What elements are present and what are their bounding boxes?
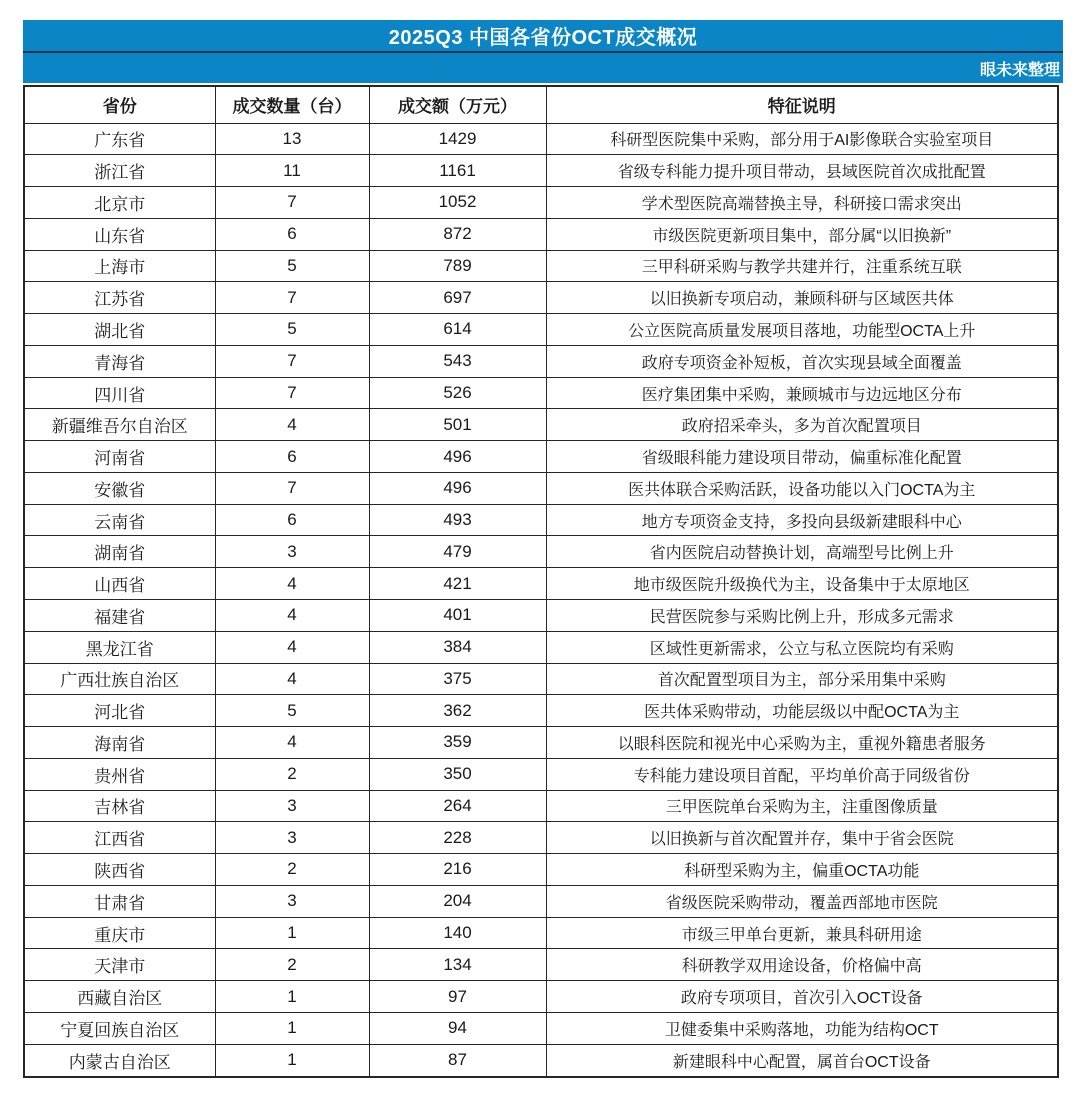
province-cell: 福建省: [24, 599, 215, 631]
table-row: [24, 536, 1058, 568]
note-cell: 省级眼科能力建设项目带动，偏重标准化配置: [546, 441, 1058, 473]
province-cell: 北京市: [24, 187, 215, 219]
note-cell: 政府专项项目，首次引入OCT设备: [546, 981, 1058, 1013]
province-cell: 黑龙江省: [24, 631, 215, 663]
amount-cell: 1161: [369, 155, 546, 187]
note-cell: 学术型医院高端替换主导，科研接口需求突出: [546, 187, 1058, 219]
note-cell: 公立医院高质量发展项目落地，功能型OCTA上升: [546, 314, 1058, 346]
province-cell: 新疆维吾尔自治区: [24, 409, 215, 441]
amount-cell: 789: [369, 250, 546, 282]
amount-cell: 493: [369, 504, 546, 536]
province-cell: 天津市: [24, 949, 215, 981]
units-cell: 6: [215, 441, 369, 473]
note-cell: 科研型医院集中采购，部分用于AI影像联合实验室项目: [546, 123, 1058, 155]
amount-cell: 97: [369, 981, 546, 1013]
units-cell: 4: [215, 409, 369, 441]
units-cell: 6: [215, 504, 369, 536]
note-cell: 以旧换新与首次配置并存，集中于省会医院: [546, 822, 1058, 854]
note-cell: 以旧换新专项启动，兼顾科研与区域医共体: [546, 282, 1058, 314]
note-cell: 省级医院采购带动，覆盖西部地市医院: [546, 885, 1058, 917]
units-cell: 2: [215, 949, 369, 981]
province-cell: 陕西省: [24, 854, 215, 886]
units-cell: 11: [215, 155, 369, 187]
amount-cell: 134: [369, 949, 546, 981]
table-row: [24, 695, 1058, 727]
table-row: [24, 822, 1058, 854]
amount-cell: 375: [369, 663, 546, 695]
table-header: [24, 86, 1058, 123]
table-row: [24, 282, 1058, 314]
table-row: [24, 504, 1058, 536]
units-cell: 2: [215, 854, 369, 886]
col-header-units: 成交数量（台）: [215, 86, 369, 123]
province-cell: 云南省: [24, 504, 215, 536]
units-cell: 1: [215, 1012, 369, 1044]
table-row: [24, 790, 1058, 822]
units-cell: 5: [215, 250, 369, 282]
province-cell: 西藏自治区: [24, 981, 215, 1013]
province-cell: 四川省: [24, 377, 215, 409]
table-header-row: [24, 86, 1058, 123]
units-cell: 7: [215, 377, 369, 409]
province-cell: 江西省: [24, 822, 215, 854]
units-cell: 1: [215, 981, 369, 1013]
page-title: 2025Q3 中国各省份OCT成交概况: [388, 27, 698, 49]
province-cell: 河北省: [24, 695, 215, 727]
table-row: [24, 758, 1058, 790]
province-cell: 海南省: [24, 727, 215, 759]
units-cell: 5: [215, 695, 369, 727]
note-cell: 新建眼科中心配置，属首台OCT设备: [546, 1044, 1058, 1077]
table-row: [24, 599, 1058, 631]
table-row: [24, 949, 1058, 981]
units-cell: 13: [215, 123, 369, 155]
amount-cell: 384: [369, 631, 546, 663]
table-row: [24, 250, 1058, 282]
units-cell: 4: [215, 568, 369, 600]
amount-cell: 350: [369, 758, 546, 790]
note-cell: 市级三甲单台更新，兼具科研用途: [546, 917, 1058, 949]
amount-cell: 614: [369, 314, 546, 346]
amount-cell: 501: [369, 409, 546, 441]
units-cell: 7: [215, 345, 369, 377]
units-cell: 1: [215, 1044, 369, 1077]
table-row: [24, 1044, 1058, 1077]
table-row: [24, 472, 1058, 504]
province-cell: 宁夏回族自治区: [24, 1012, 215, 1044]
amount-cell: 697: [369, 282, 546, 314]
note-cell: 地市级医院升级换代为主，设备集中于太原地区: [546, 568, 1058, 600]
table-row: [24, 631, 1058, 663]
note-cell: 专科能力建设项目首配，平均单价高于同级省份: [546, 758, 1058, 790]
province-cell: 安徽省: [24, 472, 215, 504]
province-cell: 重庆市: [24, 917, 215, 949]
amount-cell: 362: [369, 695, 546, 727]
province-cell: 内蒙古自治区: [24, 1044, 215, 1077]
province-cell: 上海市: [24, 250, 215, 282]
province-cell: 山西省: [24, 568, 215, 600]
table-row: [24, 409, 1058, 441]
province-cell: 甘肃省: [24, 885, 215, 917]
amount-cell: 872: [369, 218, 546, 250]
amount-cell: 204: [369, 885, 546, 917]
note-cell: 以眼科医院和视光中心采购为主，重视外籍患者服务: [546, 727, 1058, 759]
province-cell: 广东省: [24, 123, 215, 155]
note-cell: 科研教学双用途设备，价格偏中高: [546, 949, 1058, 981]
units-cell: 4: [215, 599, 369, 631]
note-cell: 省级专科能力提升项目带动，县域医院首次成批配置: [546, 155, 1058, 187]
amount-cell: 264: [369, 790, 546, 822]
oct-province-table: [23, 85, 1059, 1078]
credit-label: 眼未来整理: [979, 61, 1060, 79]
table-row: [24, 441, 1058, 473]
units-cell: 3: [215, 790, 369, 822]
amount-cell: 1052: [369, 187, 546, 219]
province-cell: 湖南省: [24, 536, 215, 568]
table-row: [24, 123, 1058, 155]
note-cell: 市级医院更新项目集中，部分属“以旧换新”: [546, 218, 1058, 250]
table-body: [24, 123, 1058, 1077]
amount-cell: 496: [369, 472, 546, 504]
note-cell: 地方专项资金支持，多投向县级新建眼科中心: [546, 504, 1058, 536]
note-cell: 科研型采购为主，偏重OCTA功能: [546, 854, 1058, 886]
amount-cell: 140: [369, 917, 546, 949]
note-cell: 医疗集团集中采购，兼顾城市与边远地区分布: [546, 377, 1058, 409]
note-cell: 首次配置型项目为主，部分采用集中采购: [546, 663, 1058, 695]
table-row: [24, 187, 1058, 219]
col-header-amount: 成交额（万元）: [369, 86, 546, 123]
table-row: [24, 314, 1058, 346]
amount-cell: 496: [369, 441, 546, 473]
amount-cell: 421: [369, 568, 546, 600]
amount-cell: 543: [369, 345, 546, 377]
units-cell: 4: [215, 663, 369, 695]
province-cell: 贵州省: [24, 758, 215, 790]
units-cell: 4: [215, 727, 369, 759]
province-cell: 青海省: [24, 345, 215, 377]
table-row: [24, 377, 1058, 409]
units-cell: 7: [215, 187, 369, 219]
table-row: [24, 727, 1058, 759]
note-cell: 卫健委集中采购落地，功能为结构OCT: [546, 1012, 1058, 1044]
note-cell: 政府专项资金补短板，首次实现县域全面覆盖: [546, 345, 1058, 377]
province-cell: 河南省: [24, 441, 215, 473]
amount-cell: 526: [369, 377, 546, 409]
amount-cell: 359: [369, 727, 546, 759]
amount-cell: 216: [369, 854, 546, 886]
note-cell: 三甲科研采购与教学共建并行，注重系统互联: [546, 250, 1058, 282]
table-row: [24, 854, 1058, 886]
note-cell: 省内医院启动替换计划，高端型号比例上升: [546, 536, 1058, 568]
amount-cell: 479: [369, 536, 546, 568]
province-cell: 山东省: [24, 218, 215, 250]
table-row: [24, 663, 1058, 695]
province-cell: 广西壮族自治区: [24, 663, 215, 695]
credit-bar: [23, 53, 1063, 83]
amount-cell: 87: [369, 1044, 546, 1077]
units-cell: 2: [215, 758, 369, 790]
table-row: [24, 155, 1058, 187]
units-cell: 3: [215, 822, 369, 854]
col-header-note: 特征说明: [546, 86, 1058, 123]
units-cell: 3: [215, 536, 369, 568]
table-row: [24, 568, 1058, 600]
units-cell: 3: [215, 885, 369, 917]
amount-cell: 228: [369, 822, 546, 854]
note-cell: 医共体采购带动，功能层级以中配OCTA为主: [546, 695, 1058, 727]
note-cell: 民营医院参与采购比例上升，形成多元需求: [546, 599, 1058, 631]
units-cell: 1: [215, 917, 369, 949]
units-cell: 5: [215, 314, 369, 346]
note-cell: 医共体联合采购活跃，设备功能以入门OCTA为主: [546, 472, 1058, 504]
col-header-province: 省份: [24, 86, 215, 123]
note-cell: 区域性更新需求，公立与私立医院均有采购: [546, 631, 1058, 663]
units-cell: 6: [215, 218, 369, 250]
table-row: [24, 885, 1058, 917]
amount-cell: 401: [369, 599, 546, 631]
table-row: [24, 981, 1058, 1013]
units-cell: 4: [215, 631, 369, 663]
table-row: [24, 345, 1058, 377]
province-cell: 湖北省: [24, 314, 215, 346]
note-cell: 三甲医院单台采购为主，注重图像质量: [546, 790, 1058, 822]
units-cell: 7: [215, 472, 369, 504]
amount-cell: 94: [369, 1012, 546, 1044]
table-row: [24, 1012, 1058, 1044]
title-bar: [23, 20, 1063, 53]
table-row: [24, 218, 1058, 250]
table-row: [24, 917, 1058, 949]
note-cell: 政府招采牵头，多为首次配置项目: [546, 409, 1058, 441]
province-cell: 吉林省: [24, 790, 215, 822]
province-cell: 浙江省: [24, 155, 215, 187]
banner: [23, 20, 1063, 83]
units-cell: 7: [215, 282, 369, 314]
amount-cell: 1429: [369, 123, 546, 155]
province-cell: 江苏省: [24, 282, 215, 314]
